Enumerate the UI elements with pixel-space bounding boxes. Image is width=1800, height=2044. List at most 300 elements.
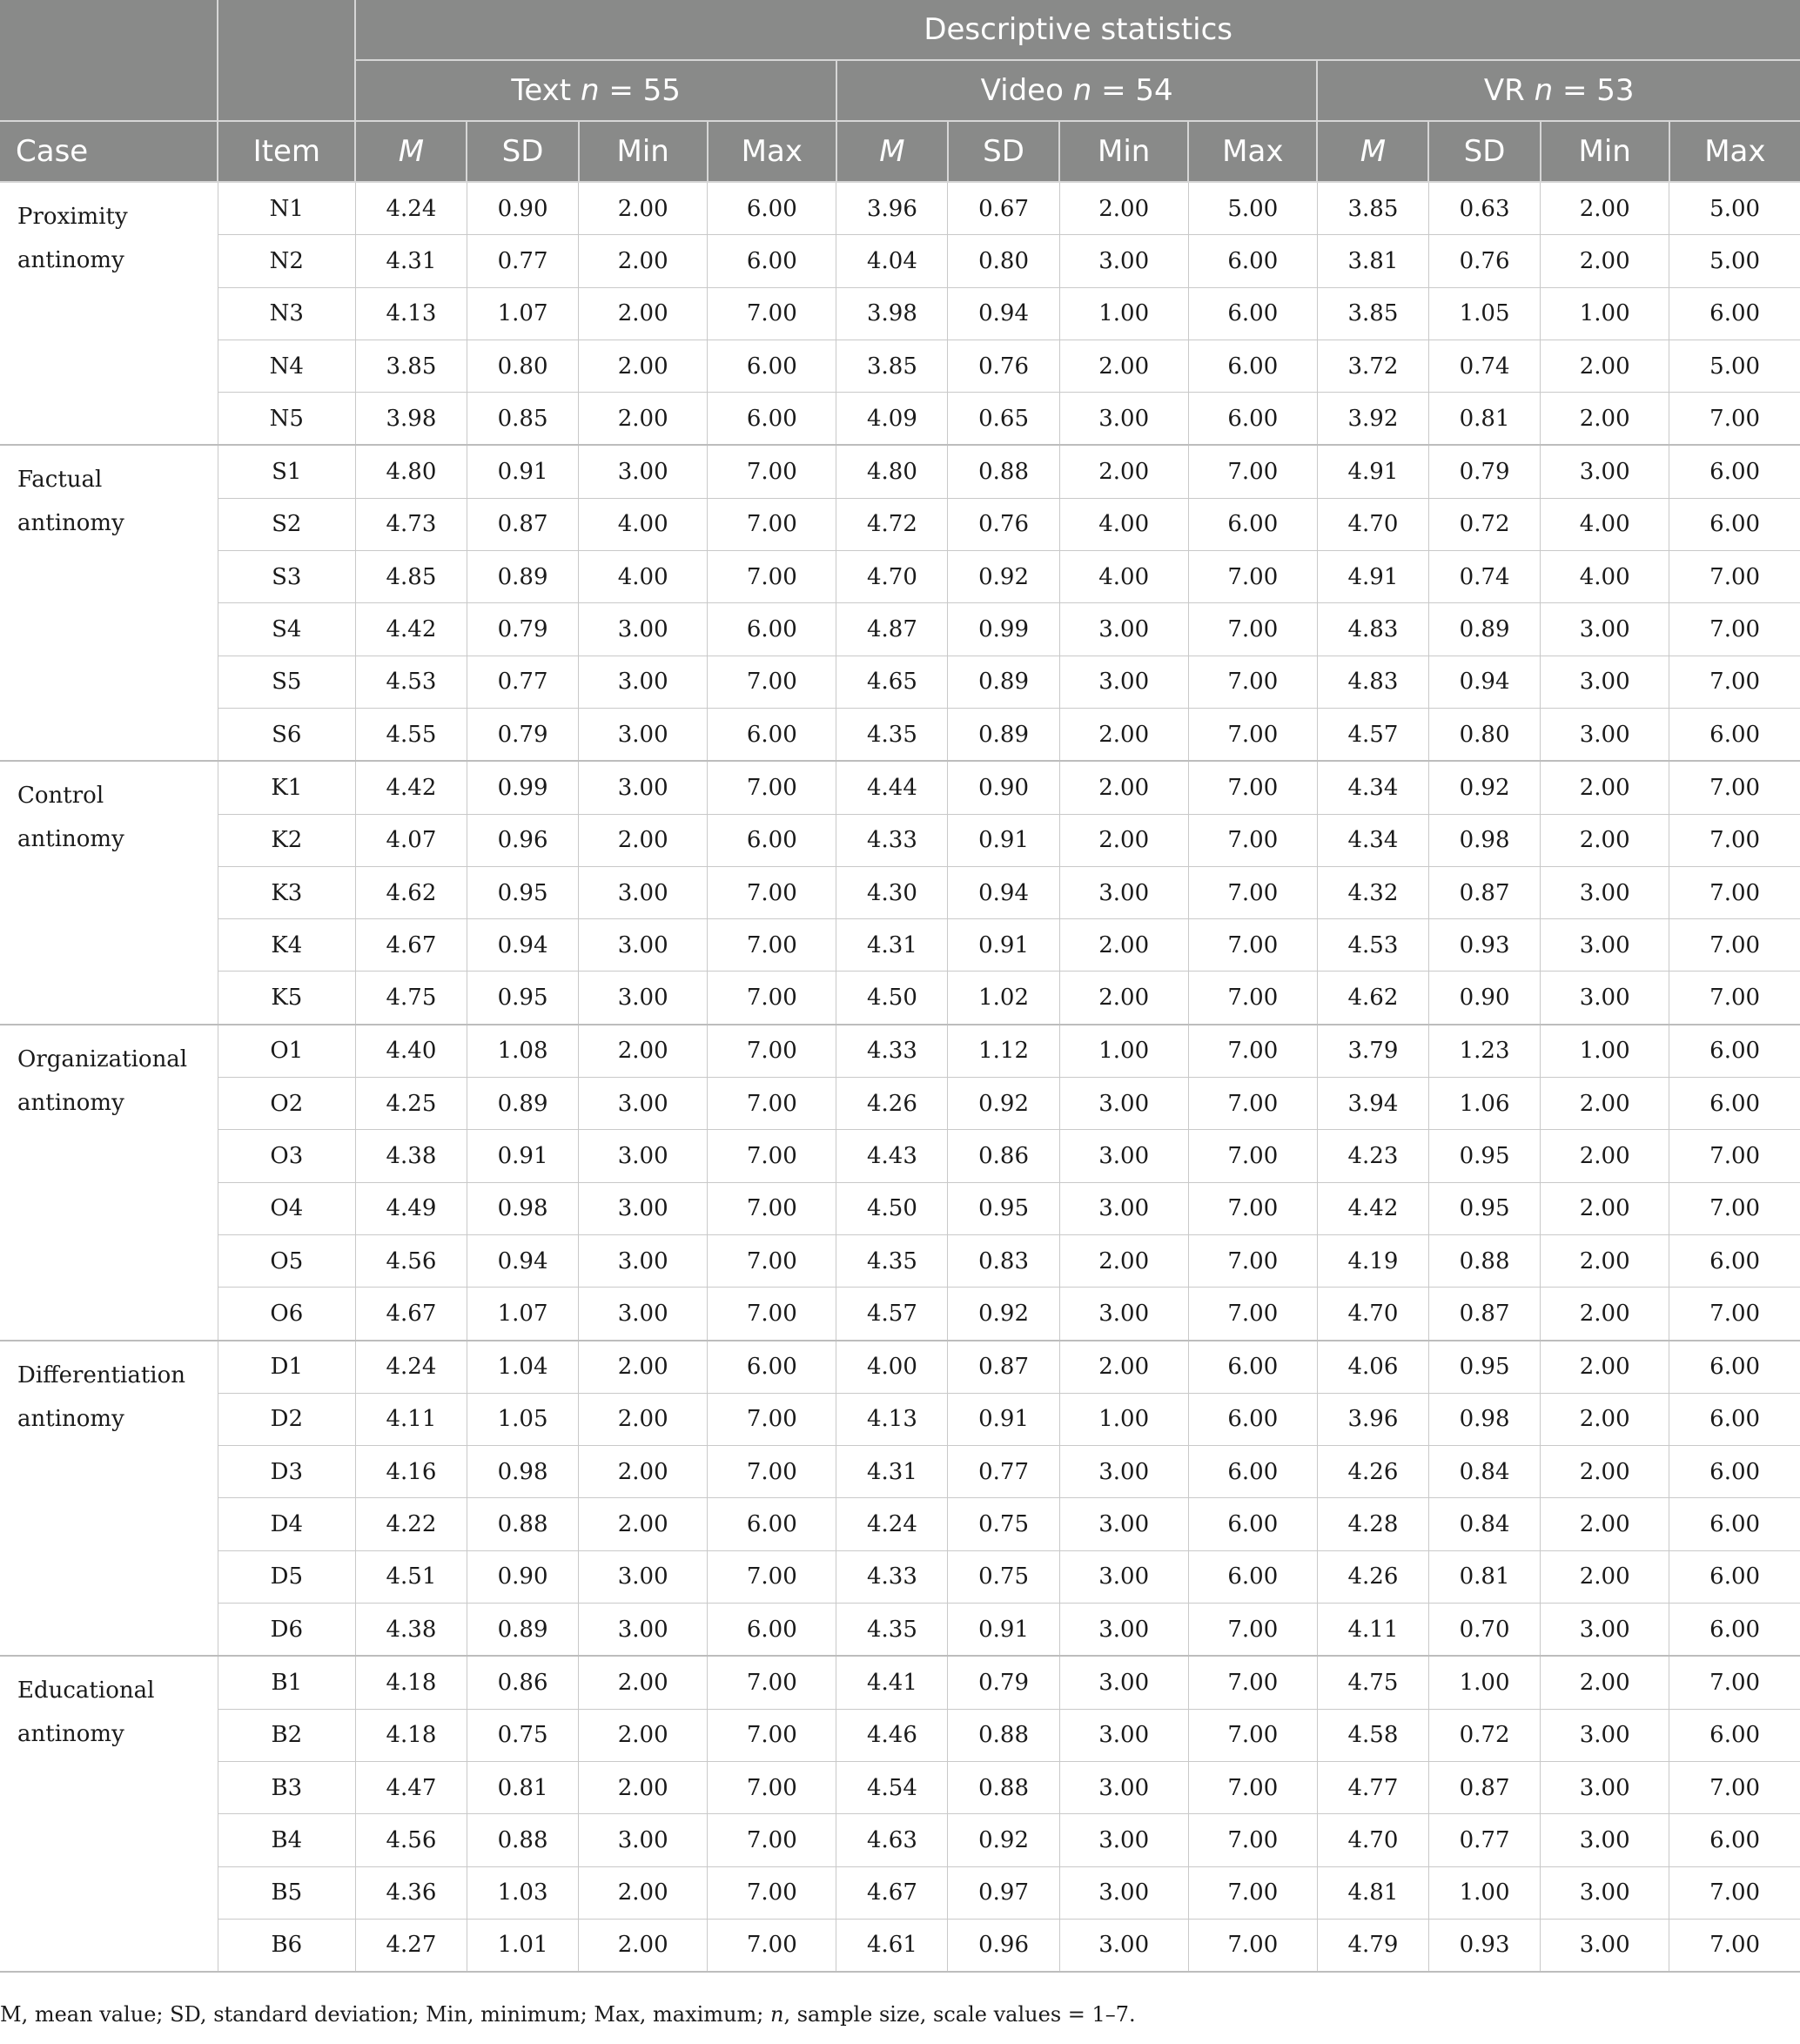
stat-value: 7.00 — [708, 1288, 836, 1341]
stat-value: 7.00 — [1669, 1130, 1800, 1182]
stat-value: 4.42 — [355, 603, 467, 656]
header-group-text — [355, 60, 836, 121]
stat-value: 7.00 — [1669, 603, 1800, 656]
stat-value: 0.75 — [467, 1709, 578, 1761]
stat-value: 6.00 — [708, 235, 836, 287]
stat-value: 0.79 — [948, 1656, 1059, 1709]
header-item: Item — [218, 121, 355, 182]
group-name: Text — [511, 73, 572, 108]
group-n-symbol: n — [1072, 73, 1092, 108]
header-vr-sd: SD — [1428, 121, 1540, 182]
stat-value: 3.98 — [355, 393, 467, 446]
stat-value: 4.00 — [1059, 498, 1188, 550]
stat-value: 3.00 — [579, 1234, 708, 1287]
stat-value: 3.00 — [1541, 1709, 1669, 1761]
stat-value: 1.00 — [1541, 1025, 1669, 1078]
stat-value: 3.00 — [579, 1130, 708, 1182]
stat-value: 0.74 — [1428, 551, 1540, 603]
stat-value: 6.00 — [1669, 1446, 1800, 1498]
item-code: S3 — [218, 551, 355, 603]
item-code: N4 — [218, 340, 355, 392]
stat-value: 4.63 — [836, 1814, 948, 1866]
table-row — [0, 1709, 1800, 1761]
group-n-symbol: n — [580, 73, 600, 108]
stat-value: 6.00 — [1669, 287, 1800, 340]
stat-value: 5.00 — [1669, 235, 1800, 287]
stat-value: 4.58 — [1317, 1709, 1428, 1761]
stat-value: 0.97 — [948, 1866, 1059, 1919]
table-row — [0, 1341, 1800, 1394]
stat-value: 7.00 — [1188, 551, 1317, 603]
stat-value: 4.26 — [836, 1078, 948, 1130]
stat-value: 0.90 — [948, 761, 1059, 814]
stat-value: 2.00 — [579, 1761, 708, 1813]
footnote-n-symbol: n — [769, 2002, 784, 2027]
stat-value: 3.00 — [1059, 1814, 1188, 1866]
stat-value: 4.22 — [355, 1498, 467, 1550]
stat-value: 0.95 — [948, 1182, 1059, 1234]
header-item-spacer — [218, 0, 355, 121]
stat-value: 3.00 — [1541, 1919, 1669, 1972]
stat-value: 7.00 — [708, 656, 836, 708]
stat-value: 0.95 — [1428, 1182, 1540, 1234]
stat-value: 1.00 — [1541, 287, 1669, 340]
stat-value: 4.77 — [1317, 1761, 1428, 1813]
stat-value: 4.70 — [1317, 498, 1428, 550]
stat-value: 7.00 — [1669, 919, 1800, 972]
stat-value: 6.00 — [1188, 1550, 1317, 1603]
stat-value: 6.00 — [1669, 1025, 1800, 1078]
table-row — [0, 708, 1800, 761]
stat-value: 7.00 — [708, 1550, 836, 1603]
header-vr-min: Min — [1541, 121, 1669, 182]
stat-value: 3.00 — [1541, 708, 1669, 761]
stat-value: 4.36 — [355, 1866, 467, 1919]
stat-value: 1.00 — [1428, 1656, 1540, 1709]
stat-value: 4.65 — [836, 656, 948, 708]
stat-value: 0.80 — [467, 340, 578, 392]
stat-value: 2.00 — [579, 1446, 708, 1498]
item-code: D3 — [218, 1446, 355, 1498]
table-row — [0, 1446, 1800, 1498]
stat-value: 2.00 — [579, 340, 708, 392]
item-code: N5 — [218, 393, 355, 446]
stat-value: 4.56 — [355, 1814, 467, 1866]
stat-value: 4.34 — [1317, 814, 1428, 866]
stat-value: 2.00 — [579, 1393, 708, 1445]
stat-value: 4.67 — [836, 1866, 948, 1919]
item-code: O3 — [218, 1130, 355, 1182]
stat-value: 3.96 — [836, 182, 948, 235]
stat-value: 2.00 — [1541, 1130, 1669, 1182]
stat-value: 7.00 — [708, 919, 836, 972]
stat-value: 7.00 — [1669, 1919, 1800, 1972]
item-code: N2 — [218, 235, 355, 287]
stat-value: 5.00 — [1669, 182, 1800, 235]
stat-value: 6.00 — [1669, 1234, 1800, 1287]
stat-value: 7.00 — [708, 1446, 836, 1498]
stat-value: 2.00 — [579, 393, 708, 446]
case-name: Differentiation antinomy — [0, 1341, 218, 1657]
stat-value: 0.90 — [467, 1550, 578, 1603]
stat-value: 4.44 — [836, 761, 948, 814]
stat-value: 1.00 — [1059, 1025, 1188, 1078]
stat-value: 0.65 — [948, 393, 1059, 446]
stat-value: 7.00 — [1188, 1130, 1317, 1182]
stat-value: 2.00 — [1541, 1234, 1669, 1287]
stat-value: 3.00 — [1059, 1446, 1188, 1498]
stat-value: 1.05 — [1428, 287, 1540, 340]
stat-value: 3.00 — [1059, 1709, 1188, 1761]
stat-value: 3.00 — [579, 1550, 708, 1603]
stat-value: 4.67 — [355, 1288, 467, 1341]
stat-value: 6.00 — [708, 1341, 836, 1394]
table-row — [0, 445, 1800, 498]
stat-value: 2.00 — [1541, 1446, 1669, 1498]
stat-value: 2.00 — [579, 182, 708, 235]
header-group-video — [836, 60, 1318, 121]
stat-value: 0.94 — [948, 287, 1059, 340]
stat-value: 2.00 — [1059, 814, 1188, 866]
stat-value: 0.92 — [948, 1078, 1059, 1130]
table-row — [0, 1288, 1800, 1341]
stat-value: 7.00 — [1669, 1288, 1800, 1341]
stat-value: 0.92 — [948, 551, 1059, 603]
stat-value: 3.00 — [1059, 1498, 1188, 1550]
stat-value: 2.00 — [579, 1498, 708, 1550]
case-name: Control antinomy — [0, 761, 218, 1024]
stat-value: 6.00 — [1669, 1604, 1800, 1657]
stat-value: 7.00 — [708, 972, 836, 1025]
table-row — [0, 814, 1800, 866]
stat-value: 0.87 — [948, 1341, 1059, 1394]
item-code: D5 — [218, 1550, 355, 1603]
stat-value: 0.88 — [467, 1814, 578, 1866]
stat-value: 4.80 — [355, 445, 467, 498]
stat-value: 0.83 — [948, 1234, 1059, 1287]
stat-value: 0.88 — [948, 1761, 1059, 1813]
stat-value: 7.00 — [708, 1709, 836, 1761]
stat-value: 0.79 — [467, 708, 578, 761]
stat-value: 7.00 — [1188, 445, 1317, 498]
stat-value: 0.94 — [1428, 656, 1540, 708]
stat-value: 0.63 — [1428, 182, 1540, 235]
stat-value: 4.54 — [836, 1761, 948, 1813]
stat-value: 0.80 — [948, 235, 1059, 287]
stat-value: 7.00 — [708, 1025, 836, 1078]
header-vr-m: M — [1317, 121, 1428, 182]
table-row — [0, 235, 1800, 287]
stat-value: 7.00 — [1188, 1182, 1317, 1234]
table-row — [0, 1919, 1800, 1972]
stat-value: 2.00 — [579, 1025, 708, 1078]
stat-value: 0.77 — [1428, 1814, 1540, 1866]
stat-value: 4.35 — [836, 1604, 948, 1657]
stat-value: 1.06 — [1428, 1078, 1540, 1130]
stat-value: 4.87 — [836, 603, 948, 656]
stat-value: 3.00 — [1059, 1288, 1188, 1341]
stat-value: 6.00 — [1669, 708, 1800, 761]
stat-value: 3.00 — [1541, 1866, 1669, 1919]
stat-value: 4.49 — [355, 1182, 467, 1234]
stat-value: 3.00 — [1059, 1761, 1188, 1813]
stat-value: 4.56 — [355, 1234, 467, 1287]
stat-value: 7.00 — [1188, 972, 1317, 1025]
stat-value: 7.00 — [1188, 1288, 1317, 1341]
stat-value: 2.00 — [1059, 340, 1188, 392]
stat-value: 2.00 — [579, 1919, 708, 1972]
case-name: Organizational antinomy — [0, 1025, 218, 1341]
stat-value: 3.00 — [1541, 1814, 1669, 1866]
stat-value: 7.00 — [1188, 1604, 1317, 1657]
item-code: K1 — [218, 761, 355, 814]
stat-value: 4.83 — [1317, 603, 1428, 656]
stat-value: 2.00 — [1541, 1498, 1669, 1550]
table-row — [0, 1234, 1800, 1287]
header-case: Case — [0, 121, 218, 182]
stat-value: 4.24 — [355, 1341, 467, 1394]
stat-value: 2.00 — [1059, 919, 1188, 972]
stat-value: 7.00 — [708, 761, 836, 814]
stat-value: 2.00 — [1059, 445, 1188, 498]
stat-value: 2.00 — [579, 287, 708, 340]
stat-value: 4.13 — [355, 287, 467, 340]
stat-value: 2.00 — [579, 1341, 708, 1394]
stat-value: 2.00 — [1541, 1288, 1669, 1341]
stat-value: 4.35 — [836, 708, 948, 761]
item-code: O5 — [218, 1234, 355, 1287]
stat-value: 3.81 — [1317, 235, 1428, 287]
stat-value: 3.85 — [355, 340, 467, 392]
stat-value: 0.76 — [948, 498, 1059, 550]
table-row — [0, 1550, 1800, 1603]
stat-value: 4.24 — [355, 182, 467, 235]
stat-value: 3.00 — [1059, 866, 1188, 918]
header-video-sd: SD — [948, 121, 1059, 182]
stat-value: 3.00 — [1059, 1604, 1188, 1657]
stat-value: 3.00 — [579, 761, 708, 814]
stat-value: 0.90 — [1428, 972, 1540, 1025]
stat-value: 7.00 — [708, 498, 836, 550]
stat-value: 4.81 — [1317, 1866, 1428, 1919]
table-row — [0, 1761, 1800, 1813]
stat-value: 1.08 — [467, 1025, 578, 1078]
stat-value: 7.00 — [1188, 1866, 1317, 1919]
stat-value: 3.00 — [1541, 445, 1669, 498]
stat-value: 4.70 — [1317, 1288, 1428, 1341]
stat-value: 5.00 — [1188, 182, 1317, 235]
header-descriptive-statistics: Descriptive statistics — [355, 0, 1800, 60]
stat-value: 4.61 — [836, 1919, 948, 1972]
header-text-min: Min — [579, 121, 708, 182]
stat-value: 7.00 — [708, 1234, 836, 1287]
stat-value: 1.01 — [467, 1919, 578, 1972]
stat-value: 4.91 — [1317, 445, 1428, 498]
item-code: D2 — [218, 1393, 355, 1445]
stat-value: 4.18 — [355, 1656, 467, 1709]
table-row — [0, 498, 1800, 550]
stat-value: 7.00 — [1669, 866, 1800, 918]
stat-value: 3.79 — [1317, 1025, 1428, 1078]
stat-value: 0.91 — [948, 1604, 1059, 1657]
stat-value: 0.95 — [1428, 1130, 1540, 1182]
stat-value: 2.00 — [1541, 182, 1669, 235]
table-row — [0, 1025, 1800, 1078]
stat-value: 4.38 — [355, 1130, 467, 1182]
item-code: S2 — [218, 498, 355, 550]
stat-value: 1.02 — [948, 972, 1059, 1025]
header-video-m: M — [836, 121, 948, 182]
stat-value: 3.00 — [579, 866, 708, 918]
stat-value: 0.96 — [467, 814, 578, 866]
stat-value: 7.00 — [1669, 551, 1800, 603]
stat-value: 3.00 — [1059, 235, 1188, 287]
stat-value: 2.00 — [1541, 814, 1669, 866]
stat-value: 4.73 — [355, 498, 467, 550]
case-name: Factual antinomy — [0, 445, 218, 761]
header-vr-max: Max — [1669, 121, 1800, 182]
stat-value: 4.00 — [1541, 498, 1669, 550]
stat-value: 2.00 — [1541, 1182, 1669, 1234]
stat-value: 0.85 — [467, 393, 578, 446]
stat-value: 6.00 — [1188, 498, 1317, 550]
stat-value: 0.77 — [467, 656, 578, 708]
stat-value: 3.00 — [1541, 919, 1669, 972]
stat-value: 3.00 — [579, 603, 708, 656]
group-n-symbol: n — [1534, 73, 1554, 108]
stat-value: 5.00 — [1669, 340, 1800, 392]
stat-value: 0.72 — [1428, 1709, 1540, 1761]
stat-value: 4.35 — [836, 1234, 948, 1287]
stat-value: 4.25 — [355, 1078, 467, 1130]
stat-value: 2.00 — [1059, 761, 1188, 814]
stat-value: 3.96 — [1317, 1393, 1428, 1445]
table-footnote — [0, 2002, 1136, 2027]
stat-value: 4.70 — [1317, 1814, 1428, 1866]
stat-value: 7.00 — [1188, 866, 1317, 918]
stat-value: 3.00 — [579, 656, 708, 708]
table-row — [0, 919, 1800, 972]
stat-value: 0.92 — [948, 1288, 1059, 1341]
header-video-max: Max — [1188, 121, 1317, 182]
stat-value: 4.91 — [1317, 551, 1428, 603]
stat-value: 0.80 — [1428, 708, 1540, 761]
stat-value: 0.84 — [1428, 1498, 1540, 1550]
group-n-value: = 53 — [1562, 73, 1635, 108]
stat-value: 7.00 — [1669, 761, 1800, 814]
stat-value: 3.00 — [1059, 603, 1188, 656]
stat-value: 7.00 — [708, 1130, 836, 1182]
stat-value: 0.87 — [1428, 1761, 1540, 1813]
stat-value: 6.00 — [1669, 1709, 1800, 1761]
stat-value: 7.00 — [1188, 1919, 1317, 1972]
stat-value: 4.33 — [836, 1550, 948, 1603]
header-text-max: Max — [708, 121, 836, 182]
stat-value: 7.00 — [708, 1182, 836, 1234]
stat-value: 3.00 — [579, 708, 708, 761]
table-row — [0, 1393, 1800, 1445]
stat-value: 4.11 — [355, 1393, 467, 1445]
stat-value: 4.24 — [836, 1498, 948, 1550]
stat-value: 6.00 — [1188, 340, 1317, 392]
stat-value: 6.00 — [708, 393, 836, 446]
stat-value: 3.85 — [836, 340, 948, 392]
header-video-min: Min — [1059, 121, 1188, 182]
stat-value: 0.74 — [1428, 340, 1540, 392]
stat-value: 0.98 — [1428, 814, 1540, 866]
stat-value: 3.92 — [1317, 393, 1428, 446]
item-code: O4 — [218, 1182, 355, 1234]
stat-value: 0.90 — [467, 182, 578, 235]
stat-value: 7.00 — [708, 445, 836, 498]
stat-value: 4.33 — [836, 814, 948, 866]
stat-value: 7.00 — [708, 551, 836, 603]
stat-value: 1.05 — [467, 1393, 578, 1445]
stat-value: 0.98 — [1428, 1393, 1540, 1445]
item-code: B2 — [218, 1709, 355, 1761]
item-code: O6 — [218, 1288, 355, 1341]
stat-value: 4.00 — [579, 551, 708, 603]
stat-value: 3.00 — [579, 1814, 708, 1866]
stat-value: 6.00 — [708, 603, 836, 656]
stat-value: 0.89 — [948, 708, 1059, 761]
stat-value: 0.89 — [467, 1604, 578, 1657]
stat-value: 7.00 — [1188, 814, 1317, 866]
stat-value: 7.00 — [1188, 1814, 1317, 1866]
stat-value: 3.00 — [1059, 1866, 1188, 1919]
stat-value: 4.75 — [355, 972, 467, 1025]
stat-value: 3.94 — [1317, 1078, 1428, 1130]
stat-value: 0.79 — [1428, 445, 1540, 498]
stat-value: 7.00 — [708, 1761, 836, 1813]
item-code: B3 — [218, 1761, 355, 1813]
stat-value: 0.95 — [467, 866, 578, 918]
stat-value: 2.00 — [1541, 1078, 1669, 1130]
stat-value: 7.00 — [1669, 1182, 1800, 1234]
stat-value: 0.89 — [948, 656, 1059, 708]
group-n-value: = 54 — [1101, 73, 1173, 108]
stat-value: 2.00 — [579, 1656, 708, 1709]
stat-value: 2.00 — [1059, 1341, 1188, 1394]
stat-value: 2.00 — [1541, 1550, 1669, 1603]
stat-value: 7.00 — [1188, 1078, 1317, 1130]
stat-value: 3.00 — [579, 1078, 708, 1130]
stat-value: 3.85 — [1317, 287, 1428, 340]
stat-value: 0.92 — [1428, 761, 1540, 814]
stat-value: 3.00 — [1541, 866, 1669, 918]
table-row — [0, 603, 1800, 656]
stat-value: 4.62 — [1317, 972, 1428, 1025]
table-row — [0, 551, 1800, 603]
stat-value: 0.76 — [1428, 235, 1540, 287]
stat-value: 2.00 — [1059, 1234, 1188, 1287]
stat-value: 0.77 — [948, 1446, 1059, 1498]
stat-value: 0.89 — [1428, 603, 1540, 656]
item-code: S4 — [218, 603, 355, 656]
stat-value: 0.91 — [467, 445, 578, 498]
stat-value: 4.42 — [1317, 1182, 1428, 1234]
table-row — [0, 1604, 1800, 1657]
item-code: B1 — [218, 1656, 355, 1709]
stat-value: 0.87 — [1428, 1288, 1540, 1341]
stat-value: 4.32 — [1317, 866, 1428, 918]
stat-value: 4.41 — [836, 1656, 948, 1709]
stat-value: 0.95 — [1428, 1341, 1540, 1394]
item-code: S6 — [218, 708, 355, 761]
stat-value: 2.00 — [579, 814, 708, 866]
stat-value: 1.04 — [467, 1341, 578, 1394]
item-code: O1 — [218, 1025, 355, 1078]
